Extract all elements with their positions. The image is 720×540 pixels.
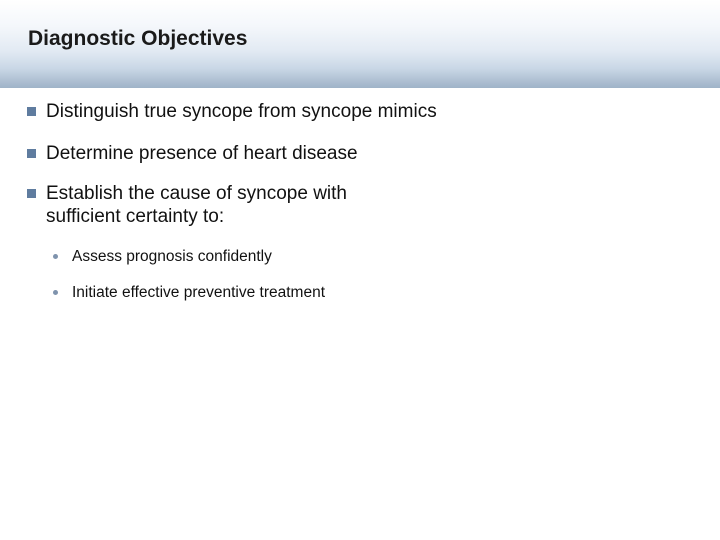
round-bullet-icon — [53, 254, 58, 259]
square-bullet-icon — [27, 107, 36, 116]
square-bullet-icon — [27, 189, 36, 198]
round-bullet-icon — [53, 290, 58, 295]
slide-title: Diagnostic Objectives — [28, 27, 248, 50]
bullet-item: Determine presence of heart disease — [46, 143, 358, 164]
sub-bullet-item: Assess prognosis confidently — [72, 248, 272, 265]
bullet-item-line-1: Establish the cause of syncope with — [46, 183, 348, 204]
square-bullet-icon — [27, 149, 36, 158]
sub-bullet-item: Initiate effective preventive treatment — [72, 284, 326, 301]
bullet-item-line-2: sufficient certainty to: — [46, 206, 225, 227]
bullet-item: Distinguish true syncope from syncope mimics — [46, 101, 437, 122]
